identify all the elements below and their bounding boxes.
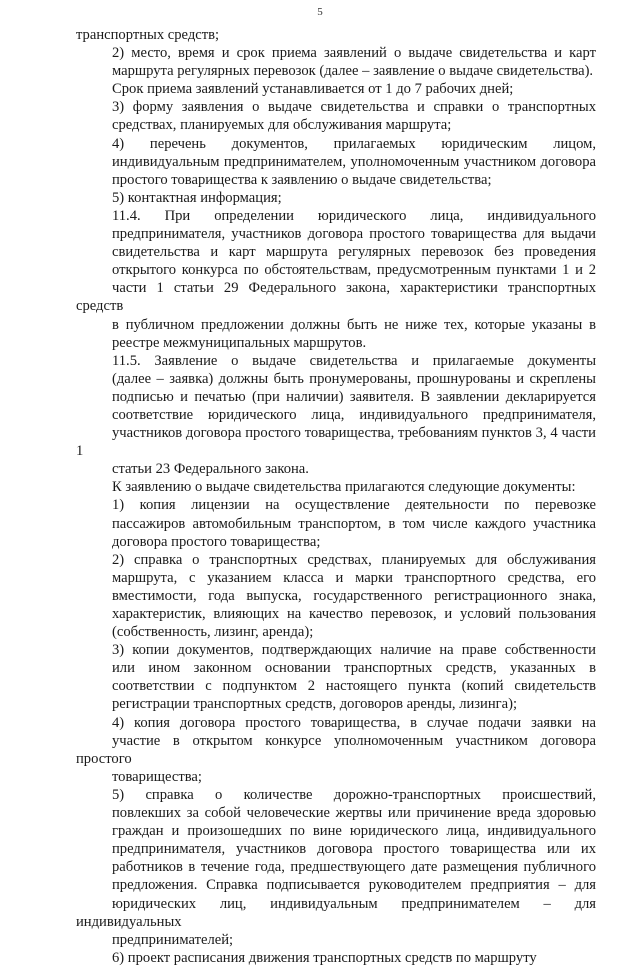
text-line: вместимости, года выпуска, государственного регистрационного знака, — [112, 587, 596, 604]
text-line: простого товарищества к заявлению о выдаче свидетельства; — [112, 171, 492, 188]
paragraph — [76, 641, 596, 713]
text-line: транспортных средств; — [76, 27, 220, 43]
text-line: 6) проект расписания движения транспортных средств по маршруту — [112, 949, 537, 966]
text-line: граждан и произошедших по вине юридического лица, индивидуального — [112, 823, 596, 840]
text-line: 2) справка о транспортных средствах, планируемых для обслуживания — [112, 551, 596, 568]
text-line: пассажиров автомобильным транспортом, в том числе каждого участника — [112, 515, 596, 532]
text-line: 11.5. Заявление о выдаче свидетельства и прилагаемые документы — [112, 352, 596, 369]
paragraph — [76, 44, 596, 80]
page-number: 5 — [317, 6, 323, 18]
text-line: 1) копия лицензии на осуществление деятельности по перевозке — [112, 497, 596, 514]
text-line: маршрута, с указанием класса и марки транспортного средства, его — [112, 569, 596, 586]
text-line: 2) место, время и срок приема заявлений о выдаче свидетельства и карт — [112, 45, 596, 62]
paragraph — [76, 189, 596, 207]
text-line: договора простого товарищества; — [112, 533, 321, 550]
text-line: маршрута регулярных перевозок (далее – заявление о выдаче свидетельства). — [112, 63, 594, 80]
text-line: 5) контактная информация; — [112, 189, 282, 206]
text-line: участников договора простого товарищества, требованиям пунктов 3, 4 части 1 — [76, 425, 596, 460]
text-line: повлекших за собой человеческие жертвы или причинение вреда здоровью — [112, 805, 596, 822]
text-line: открытого конкурса по обстоятельствам, предусмотренным пунктами 1 и 2 — [112, 262, 596, 279]
paragraph — [76, 551, 596, 641]
text-line: предпринимателей; — [112, 931, 234, 948]
text-line: средствах, планируемых для обслуживания маршрута; — [112, 117, 452, 134]
text-line: работников в течение года, предшествующего дате размещения публичного — [112, 859, 596, 876]
text-line: 3) форму заявления о выдаче свидетельства и справки о транспортных — [112, 99, 596, 116]
text-line: свидетельства и карт маршрута регулярных перевозок без проведения — [112, 244, 596, 261]
text-line: части 1 статьи 29 Федерального закона, характеристики транспортных средств — [76, 280, 596, 315]
text-line: 4) копия договора простого товарищества, в случае подачи заявки на — [112, 714, 596, 731]
text-line: регистрации транспортных средств, договоров аренды, лизинга); — [112, 696, 518, 713]
text-line: 3) копии документов, подтверждающих наличие на праве собственности — [112, 642, 596, 659]
text-line: (далее – заявка) должны быть пронумерованы, прошнурованы и скреплены — [112, 370, 596, 387]
paragraph — [76, 496, 596, 550]
text-line: или ином законном основании транспортных средств, указанных в — [112, 660, 596, 677]
text-line: характеристик, влияющих на качество перевозок, и условий пользования — [112, 606, 596, 622]
text-line: Срок приема заявлений устанавливается от 1 до 7 рабочих дней; — [112, 81, 514, 98]
text-line: предпринимателя, участников договора простого товарищества или их — [112, 841, 596, 858]
text-line: товарищества; — [112, 768, 202, 785]
document-body — [76, 26, 596, 967]
paragraph — [76, 207, 596, 352]
paragraph — [76, 80, 596, 98]
paragraph — [76, 135, 596, 189]
text-line: в публичном предложении должны быть не ниже тех, которые указаны в — [112, 316, 596, 333]
paragraph — [76, 26, 596, 44]
text-line: участие в открытом конкурсе уполномоченным участником договора простого — [76, 732, 596, 767]
text-line: соответствии с подпунктом 2 настоящего пункта (копий свидетельств — [112, 678, 596, 695]
text-line: соответствие юридического лица, индивидуального предпринимателя, — [112, 406, 596, 423]
text-line: 4) перечень документов, прилагаемых юридическим лицом, — [112, 135, 596, 152]
text-line: индивидуальным предпринимателем, уполномоченным участником договора — [112, 153, 596, 170]
text-line: реестре межмуниципальных маршрутов. — [112, 334, 367, 351]
paragraph — [76, 786, 596, 949]
text-line: 11.4. При определении юридического лица, индивидуального — [112, 207, 596, 224]
text-line: 5) справка о количестве дорожно-транспортных происшествий, — [112, 786, 596, 803]
text-line: (собственность, лизинг, аренда); — [112, 624, 314, 641]
paragraph — [76, 352, 596, 479]
text-line: К заявлению о выдаче свидетельства прилагаются следующие документы: — [112, 479, 576, 496]
paragraph — [76, 98, 596, 134]
paragraph — [76, 949, 596, 967]
text-line: подписью и печатью (при наличии) заявителя. В заявлении декларируется — [112, 388, 596, 405]
paragraph — [76, 714, 596, 786]
text-line: юридических лиц, индивидуальным предпринимателем – для индивидуальных — [76, 895, 596, 930]
paragraph — [76, 478, 596, 496]
text-line: статьи 23 Федерального закона. — [112, 461, 309, 478]
text-line: предпринимателя, участников договора простого товарищества для выдачи — [112, 226, 596, 243]
text-line: предложения. Справка подписывается руководителем предприятия – для — [112, 877, 596, 894]
